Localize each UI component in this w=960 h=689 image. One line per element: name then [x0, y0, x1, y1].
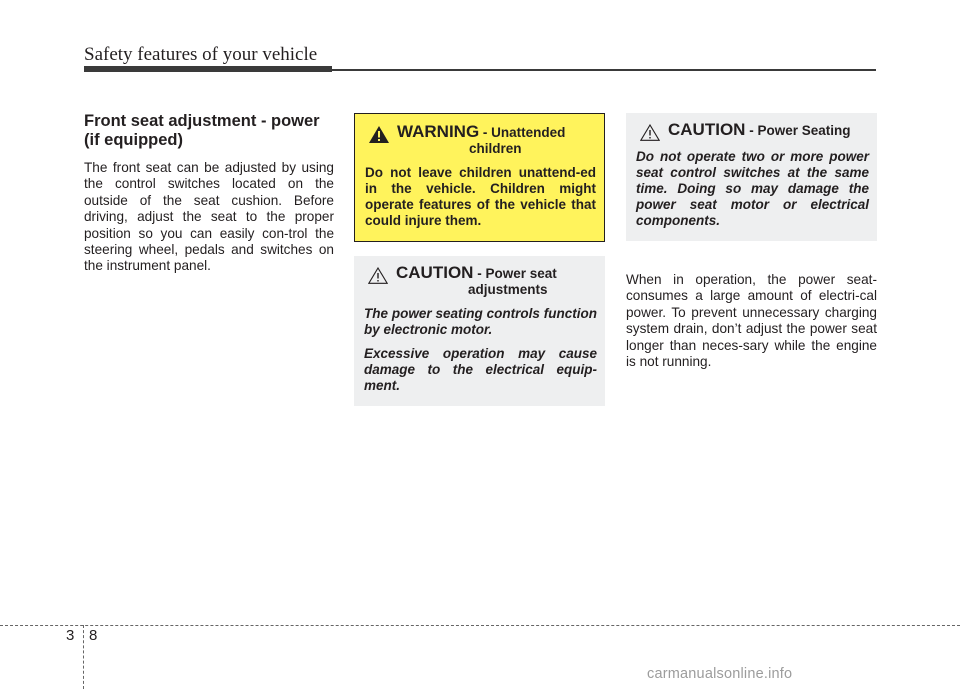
- operation-paragraph: When in operation, the power seat-consumes a large amount of electri-cal power. To prevent unnecessary charging system drain, don’t adjust the power seat longer than neces-sary while the engine is not running.: [626, 272, 877, 370]
- caution-keyword: CAUTION: [396, 263, 474, 282]
- section-heading-line1: Front seat adjustment - power: [84, 112, 320, 130]
- warning-text: Do not leave children unattend-ed in the vehicle. Children might operate features of the vehicle that could injure them.: [365, 165, 596, 228]
- header-rule-thin: [332, 69, 876, 71]
- caution-text-2: Excessive operation may cause damage to the electrical equip-ment.: [364, 346, 597, 393]
- footer-divider: [83, 625, 84, 689]
- chapter-number: 3: [66, 627, 75, 644]
- caution-triangle-icon: [640, 124, 660, 141]
- warning-header: [365, 124, 596, 157]
- section-heading: [84, 112, 334, 150]
- caution-header: [636, 122, 869, 141]
- section-heading-line2: (if equipped): [84, 131, 183, 149]
- caution-header: [364, 265, 597, 298]
- caution-subtitle: - Power Seating: [745, 123, 851, 138]
- warning-keyword: WARNING: [397, 122, 480, 141]
- right-column: [626, 113, 877, 370]
- left-column: [84, 112, 334, 275]
- caution-triangle-icon: [368, 267, 388, 284]
- caution-box-seating: [626, 113, 877, 241]
- watermark[interactable]: carmanualsonline.info: [647, 666, 793, 682]
- page-header-title: Safety features of your vehicle: [84, 44, 318, 65]
- caution-text-1: The power seating controls function by electronic motor.: [364, 306, 597, 337]
- intro-paragraph: The front seat can be adjusted by using the control switches located on the outside of the seat cushion. Before driving, adjust the seat to the proper position so you can easily con-trol the steering wheel, pedals and switches on the instrument panel.: [84, 160, 334, 274]
- caution-subtitle-line2: adjustments: [468, 282, 548, 297]
- warning-box: [354, 113, 605, 242]
- warning-subtitle-line2: children: [469, 141, 522, 156]
- caution-box-adjustments: [354, 256, 605, 406]
- caution-text: Do not operate two or more power seat control switches at the same time. Doing so may damage the power seat motor or electrical components.: [636, 149, 869, 228]
- warning-triangle-icon: [369, 126, 389, 143]
- page-number: 8: [89, 627, 98, 644]
- header-rule-thick: [84, 66, 332, 72]
- middle-column: [354, 113, 605, 406]
- warning-subtitle: - Unattended: [479, 125, 566, 140]
- caution-subtitle: - Power seat: [473, 266, 557, 281]
- footer-rule: [0, 625, 960, 626]
- caution-keyword: CAUTION: [668, 120, 746, 139]
